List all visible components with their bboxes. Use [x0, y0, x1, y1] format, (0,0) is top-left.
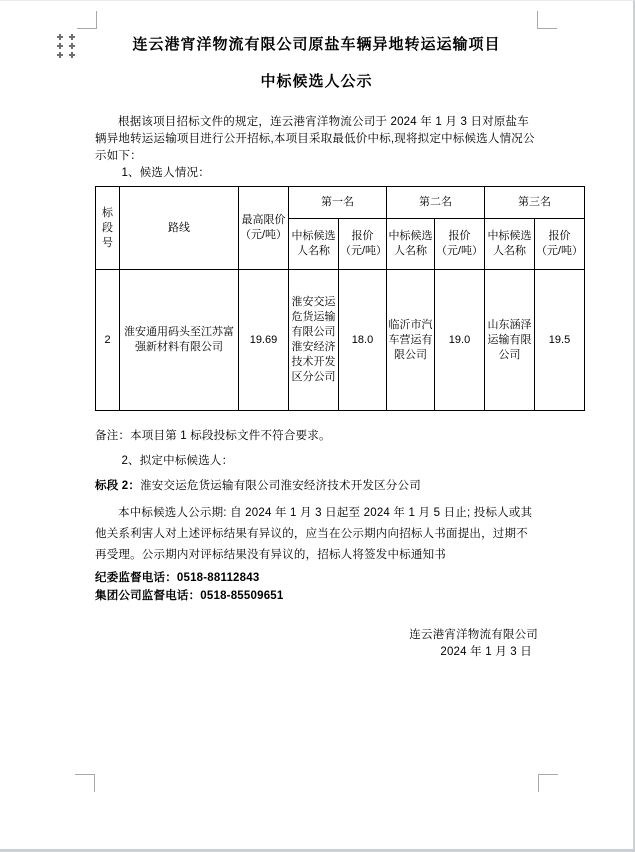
- header-route: 路线: [120, 187, 239, 270]
- group-phone-line: 集团公司监督电话：0518-85509651: [95, 589, 284, 602]
- intro-paragraph: 根据该项目招标文件的规定，连云港宵洋物流公司于 2024 年 1 月 3 日对原盐车辆异地转运运输项目进行公开招标,本项目采取最低价中标,现将拟定中标候选人情况公示如下：: [95, 116, 535, 162]
- signature-block: [95, 627, 538, 661]
- cell-route: 淮安通用码头至江苏富强新材料有限公司: [120, 270, 239, 411]
- header-candidate-name-2: 中标候选人名称: [387, 219, 435, 270]
- cell-first-name: 淮安交运危货运输有限公司淮安经济技术开发区分公司: [289, 270, 339, 411]
- dots-handle-icon[interactable]: [57, 34, 75, 58]
- header-rank-3: 第三名: [485, 187, 585, 219]
- document-content: [95, 29, 584, 661]
- bid-section-line: [95, 478, 538, 495]
- publicity-period-paragraph: 本中标候选人公示期: 自 2024 年 1 月 3 日起至 2024 年 1 月 5 日止; 投标人或其他关系利害人对上述评标结果有异议的，应当在公示期内向招标人书面提出，过期不再受理。公示期内对评标结果没有异议的，招标人将签发中标通知书: [95, 507, 533, 561]
- header-max-price: 最高限价（元/吨）: [239, 187, 289, 270]
- crop-mark-bottom-right: [538, 774, 558, 792]
- cell-section-no: 2: [96, 270, 120, 411]
- cell-second-name: 临沂市汽车营运有限公司: [387, 270, 435, 411]
- cell-second-price: 19.0: [435, 270, 485, 411]
- crop-mark-top-right: [537, 11, 557, 29]
- bid-section-label: 标段 2：: [95, 480, 141, 492]
- cell-third-name: 山东涵泽运输有限公司: [485, 270, 535, 411]
- crop-mark-bottom-left: [75, 774, 95, 792]
- table-row: [96, 270, 585, 411]
- candidates-table: [95, 186, 585, 411]
- header-rank-2: 第二名: [387, 187, 485, 219]
- header-quote-2: 报价（元/吨）: [435, 219, 485, 270]
- document-title-line2: 中标候选人公示: [260, 73, 373, 90]
- discipline-phone-line: 纪委监督电话：0518-88112843: [95, 572, 260, 584]
- header-section-no: 标段号: [96, 187, 120, 270]
- cell-first-price: 18.0: [339, 270, 387, 411]
- list-item-2: 2、拟定中标候选人：: [121, 455, 234, 467]
- list-item-1: 1、候选人情况：: [121, 167, 210, 179]
- header-candidate-name-1: 中标候选人名称: [289, 219, 339, 270]
- header-quote-1: 报价（元/吨）: [339, 219, 387, 270]
- header-quote-3: 报价（元/吨）: [535, 219, 585, 270]
- document-title-line1: 连云港宵洋物流有限公司原盐车辆异地转运运输项目: [132, 36, 501, 53]
- note-paragraph: 备注：本项目第 1 标段投标文件不符合要求。: [95, 430, 331, 442]
- bid-section-company: 淮安交运危货运输有限公司淮安经济技术开发区分公司: [140, 480, 421, 492]
- signature-date: 2024 年 1 月 3 日: [440, 646, 532, 658]
- header-candidate-name-3: 中标候选人名称: [485, 219, 535, 270]
- crop-mark-top-left: [77, 11, 97, 29]
- cell-max-price: 19.69: [239, 270, 289, 411]
- cell-third-price: 19.5: [535, 270, 585, 411]
- header-rank-1: 第一名: [289, 187, 387, 219]
- signature-company: 连云港宵洋物流有限公司: [409, 629, 538, 641]
